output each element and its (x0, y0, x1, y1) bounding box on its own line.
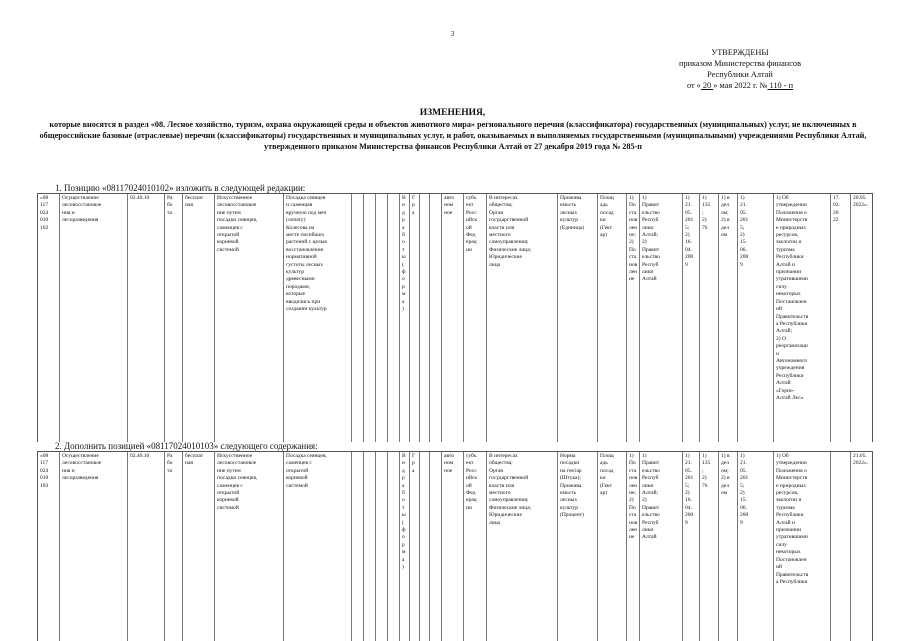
cell-text: Осуществление лесовосстановле ния и лесоразведения (62, 195, 102, 224)
cell-text: Искусственное лесовосстановле ние путем посадки сеянцев, саженцев с открытой корневой системой (217, 195, 258, 253)
cell-quality-indicator (558, 452, 598, 641)
table-row-2 (37, 451, 873, 641)
cell-effective-date (851, 452, 872, 641)
cell-consumers (487, 452, 558, 641)
order-number: 110 - п (767, 81, 794, 90)
cell-service-name (60, 452, 128, 641)
cell-text: Ра бо та (167, 453, 173, 474)
cell-text: 1) 21. 05. 201 5; 2) 16. 04. 200 9 (685, 195, 694, 268)
cell-text: субъ ект Росс ийск ой Фед ерац ии (466, 195, 477, 253)
cell-inclusion-date (831, 452, 851, 641)
cell-legal-act-number (700, 452, 719, 641)
cell-payment (183, 194, 215, 442)
cell-empty-2 (364, 194, 376, 442)
cell-legal-act-body (640, 452, 683, 641)
cell-text: Г р а (412, 453, 416, 474)
cell-legal-act-org (719, 194, 738, 442)
cell-text: бесплат ная (185, 195, 204, 209)
cell-institution-type (442, 452, 464, 641)
cell-inclusion-date (831, 194, 851, 442)
item-2-heading: 2. Дополнить позицией «08117024010103» следующего содержания: (55, 441, 318, 451)
cell-legal-act-type (627, 452, 640, 641)
cell-text: Площ адь посад ки (Гект ар) (600, 453, 614, 497)
cell-text: 1) Об утверждении Положения о Министерств е природных ресурсов, экологии и туризма Республики Алтай и признании утратившими силу некоторых Постановлен ий Правительств а Республики Алтай; 2) О реорганизаци и Автономного учреждения Республики Алтай «Горно- Алтай Лес» (776, 195, 809, 401)
cell-text: В интересах общества; Орган государственной власти или местного самоуправления; Физические лица; Юридические лица (489, 195, 532, 268)
cell-empty-3 (376, 452, 388, 641)
cell-text: 1) Об утверждении Положения о Министерств е природных ресурсов, экологии и туризма Республики Алтай и признании утратившими силу некоторых Постановлен ий Правительств а Республики (776, 453, 809, 585)
cell-text: Посадка сеянцев и саженцев вручную под меч (лопату) Колесова на месте погибших растений с целью восстановления нормативной густоты лесных культур древесными породами, которые вводились при создании культур (286, 195, 328, 313)
cell-condition (284, 194, 352, 442)
cell-text: бесплат ная (185, 453, 204, 467)
cell-content (215, 194, 284, 442)
approved-line1: УТВЕРЖДЕНЫ (711, 48, 769, 57)
cell-text: 1) 21. 05. 201 5; 2) 15. 06. 200 9 (740, 195, 749, 268)
cell-volume-indicator (598, 194, 627, 442)
cell-legal-act-date (683, 194, 700, 442)
cell-text: 1) 21. 05. 201 5; 2) 16. 04. 200 9 (685, 453, 694, 526)
page-number: 3 (450, 30, 455, 38)
cell-quality-indicator (558, 194, 598, 442)
cell-text: Посадка сеянцев, саженцев с открытой корневой системой (286, 453, 327, 489)
cell-work-type (400, 194, 410, 442)
cell-vertical-label (410, 194, 420, 442)
cell-text: Искусственное лесовосстановле ние путем посадки сеянцев, саженцев с открытой корневой системой (217, 453, 258, 511)
cell-text: 1) По ста нов лен ие; 2) По ста нов лен ие (629, 453, 638, 541)
cell-text: 1) 21. 05. 201 5; 2) 15. 06. 200 9 (740, 453, 749, 526)
cell-legal-act-number (700, 194, 719, 442)
cell-empty-6 (430, 194, 442, 442)
cell-empty-4 (388, 452, 400, 641)
cell-effective-date (851, 194, 872, 442)
cell-legal-act-org (719, 452, 738, 641)
cell-service-name (60, 194, 128, 442)
cell-okved (128, 452, 165, 641)
cell-text: 1) Правит ельство Респуб лики Алтай; 2) Правит ельство Респуб лики Алтай (642, 195, 660, 283)
cell-empty-4 (388, 194, 400, 442)
cell-text: 1) в дел ом; 2) в дел ом (721, 453, 730, 497)
cell-empty-5 (420, 194, 430, 442)
cell-payment (183, 452, 215, 641)
cell-authority (464, 194, 487, 442)
cell-text: Площ адь посад ки (Гект ар) (600, 195, 614, 239)
cell-text: авто ном ное (444, 195, 454, 216)
cell-text: Ра бо та (167, 195, 173, 216)
cell-legal-act-reg-date (738, 452, 774, 641)
cell-consumers (487, 194, 558, 442)
approved-line2: приказом Министерства финансов (679, 59, 801, 68)
cell-text: В и д р а б о т ы ( ф о р м а ) (402, 453, 406, 571)
cell-text: В интересах общества; Орган государственной власти или местного самоуправления; Физические лица; Юридические лица (489, 453, 532, 526)
cell-text: 21.05. 2022». (853, 453, 869, 467)
cell-text: «08 117 024 010 102 (40, 195, 49, 231)
cell-code (38, 194, 60, 442)
cell-text: субъ ект Росс ийск ой Фед ерац ии (466, 453, 477, 511)
cell-legal-act-type (627, 194, 640, 442)
cell-volume-indicator (598, 452, 627, 641)
cell-work-type (400, 452, 410, 641)
cell-condition (284, 452, 352, 641)
cell-text: 02.40.10 (130, 195, 150, 201)
date-day: 20 (700, 81, 714, 90)
cell-legal-act-date (683, 452, 700, 641)
date-mid: » мая 2022 г. № (713, 81, 768, 90)
cell-type (165, 452, 183, 641)
approval-stamp (620, 47, 860, 91)
cell-text: Прижива емость лесных культур (Единица) (560, 195, 585, 231)
cell-text: Норма посадки на гектар (Штука); Прижива емость лесных культур (Процент) (560, 453, 584, 519)
cell-empty-2 (364, 452, 376, 641)
cell-institution-type (442, 194, 464, 442)
cell-text: 1) Правит ельство Респуб лики Алтай; 2) Правит ельство Респуб лики Алтай (642, 453, 660, 541)
table-row-1 (37, 193, 873, 442)
cell-text: 17. 02. 20 22 (833, 195, 840, 224)
cell-okved (128, 194, 165, 442)
cell-text: «08 117 024 010 103 (40, 453, 49, 489)
cell-text: 02.40.10 (130, 453, 150, 459)
cell-empty-1 (352, 452, 364, 641)
cell-text: авто ном ное (444, 453, 454, 474)
cell-empty-6 (430, 452, 442, 641)
cell-legal-act-reg-date (738, 194, 774, 442)
cell-legal-act-title (774, 452, 831, 641)
cell-empty-1 (352, 194, 364, 442)
approved-line3: Республики Алтай (707, 70, 773, 79)
cell-text: 1) 135 ; 2) 76 (702, 195, 711, 231)
date-prefix: от « (686, 81, 701, 90)
cell-text: Осуществление лесовосстановле ния и лесоразведения (62, 453, 102, 482)
cell-text: 1) 135 ; 2) 76 (702, 453, 711, 489)
cell-text: Г р а (412, 195, 416, 216)
cell-legal-act-title (774, 194, 831, 442)
approved-date (620, 80, 860, 91)
cell-text: 1) По ста нов лен ие; 2) По ста нов лен ие (629, 195, 638, 283)
document-title: ИЗМЕНЕНИЯ, (419, 108, 486, 118)
item-1-heading: 1. Позицию «08117024010102» изложить в следующей редакции: (55, 183, 306, 193)
cell-content (215, 452, 284, 641)
cell-type (165, 194, 183, 442)
document-subtitle: которые вносятся в раздел «08. Лесное хозяйство, туризм, охрана окружающей среды и объектов животного мира» регионального перечня (классификатора) государственных (муниципальных) услуг, не включенных в общероссийские базовые (отраслевые) перечни (классификаторы) государственных и муниципальных услуг, и работ, оказываемых и выполняемых государственными (муниципальными) учреждениями Республики Алтай, утвержденного приказом Министерства финансов Республики Алтай от 27 декабря 2019 года № 285-п (39, 120, 867, 151)
cell-text: 20.05. 2022». (853, 195, 869, 209)
cell-vertical-label (410, 452, 420, 641)
cell-empty-5 (420, 452, 430, 641)
cell-text: 1) в дел ом; 2) в дел ом (721, 195, 730, 239)
cell-legal-act-body (640, 194, 683, 442)
cell-empty-3 (376, 194, 388, 442)
cell-text: В и д р а б о т ы ( ф о р м а ) (402, 195, 406, 313)
cell-authority (464, 452, 487, 641)
cell-code (38, 452, 60, 641)
